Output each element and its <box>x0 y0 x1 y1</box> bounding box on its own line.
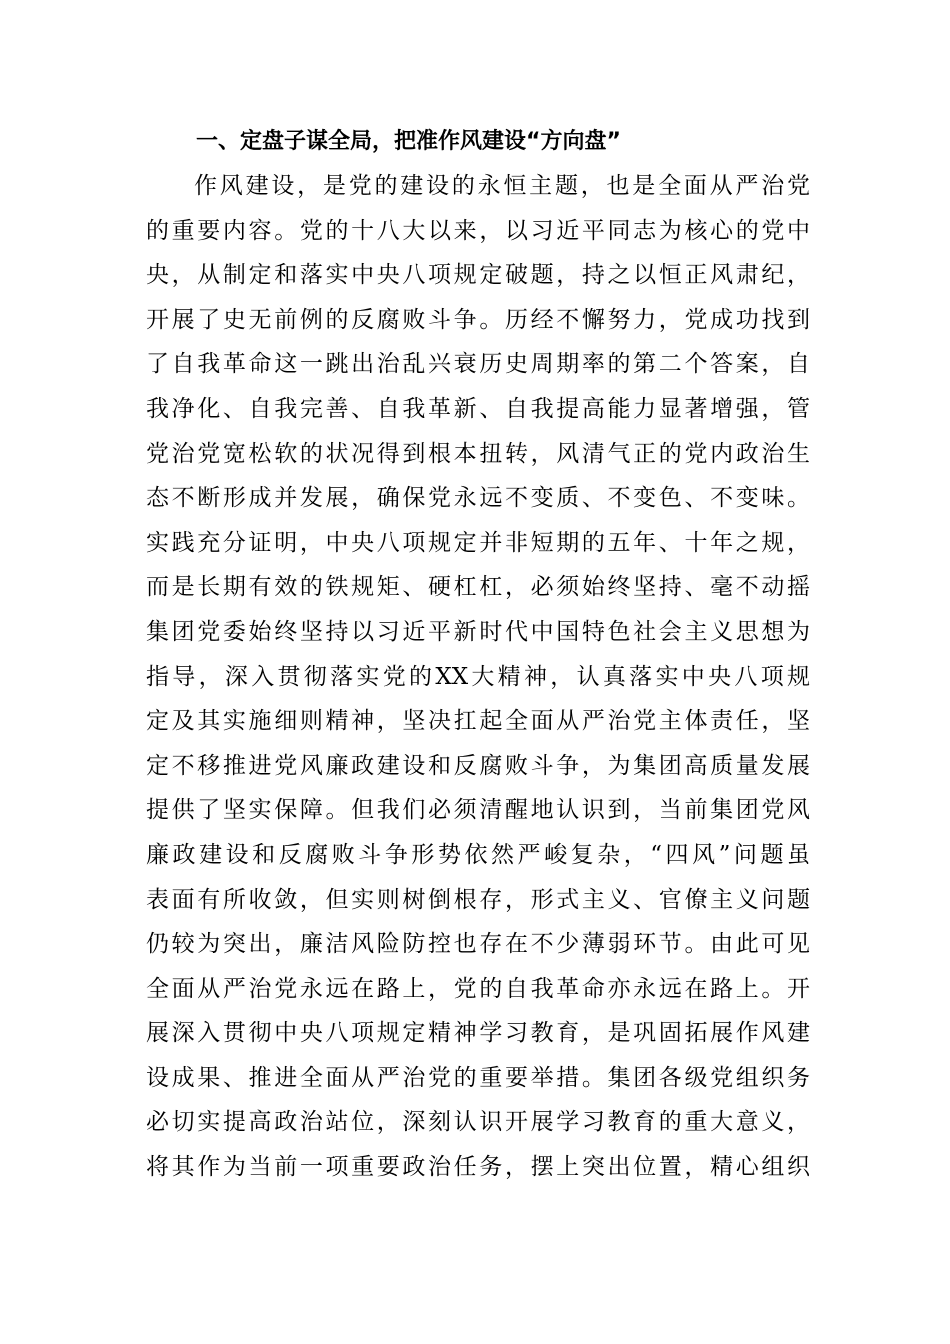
paragraph-line: 党治党宽松软的状况得到根本扭转，风清气正的党内政治生 <box>146 440 810 467</box>
paragraph-line: 仍较为突出，廉洁风险防控也存在不少薄弱环节。由此可见 <box>146 931 810 958</box>
paragraph-line: 定及其实施细则精神，坚决扛起全面从严治党主体责任，坚 <box>146 708 810 735</box>
paragraph-line: 的重要内容。党的十八大以来，以习近平同志为核心的党中 <box>146 217 810 244</box>
paragraph-line: 态不断形成并发展，确保党永远不变质、不变色、不变味。 <box>146 485 810 512</box>
paragraph-line: 表面有所收敛，但实则树倒根存，形式主义、官僚主义问题 <box>146 886 810 913</box>
paragraph-line: 廉政建设和反腐败斗争形势依然严峻复杂，“四风”问题虽 <box>146 841 810 868</box>
paragraph-line: 全面从严治党永远在路上，党的自我革命亦永远在路上。开 <box>146 975 810 1002</box>
paragraph-line: 实践充分证明，中央八项规定并非短期的五年、十年之规， <box>146 529 810 556</box>
paragraph-line: 设成果、推进全面从严治党的重要举措。集团各级党组织务 <box>146 1064 810 1091</box>
section-heading: 一、定盘子谋全局，把准作风建设“方向盘” <box>196 129 621 154</box>
paragraph-line: 开展了史无前例的反腐败斗争。历经不懈努力，党成功找到 <box>146 306 810 333</box>
paragraph-line: 集团党委始终坚持以习近平新时代中国特色社会主义思想为 <box>146 618 810 645</box>
paragraph-line: 将其作为当前一项重要政治任务，摆上突出位置，精心组织 <box>146 1154 810 1181</box>
paragraph-line: 定不移推进党风廉政建设和反腐败斗争，为集团高质量发展 <box>146 752 810 779</box>
paragraph-line: 必切实提高政治站位，深刻认识开展学习教育的重大意义， <box>146 1109 810 1136</box>
paragraph-line: 展深入贯彻中央八项规定精神学习教育，是巩固拓展作风建 <box>146 1020 810 1047</box>
paragraph-line: 我净化、自我完善、自我革新、自我提高能力显著增强，管 <box>146 395 810 422</box>
paragraph-line: 作风建设，是党的建设的永恒主题，也是全面从严治党 <box>194 173 810 199</box>
paragraph-line: 指导，深入贯彻落实党的XX大精神，认真落实中央八项规 <box>146 663 810 690</box>
paragraph-line: 了自我革命这一跳出治乱兴衰历史周期率的第二个答案，自 <box>146 351 810 378</box>
body-text <box>146 164 810 1190</box>
paragraph-line: 而是长期有效的铁规矩、硬杠杠，必须始终坚持、毫不动摇 <box>146 574 810 601</box>
paragraph-line: 央，从制定和落实中央八项规定破题，持之以恒正风肃纪， <box>146 262 810 289</box>
paragraph-line: 提供了坚实保障。但我们必须清醒地认识到，当前集团党风 <box>146 797 810 824</box>
